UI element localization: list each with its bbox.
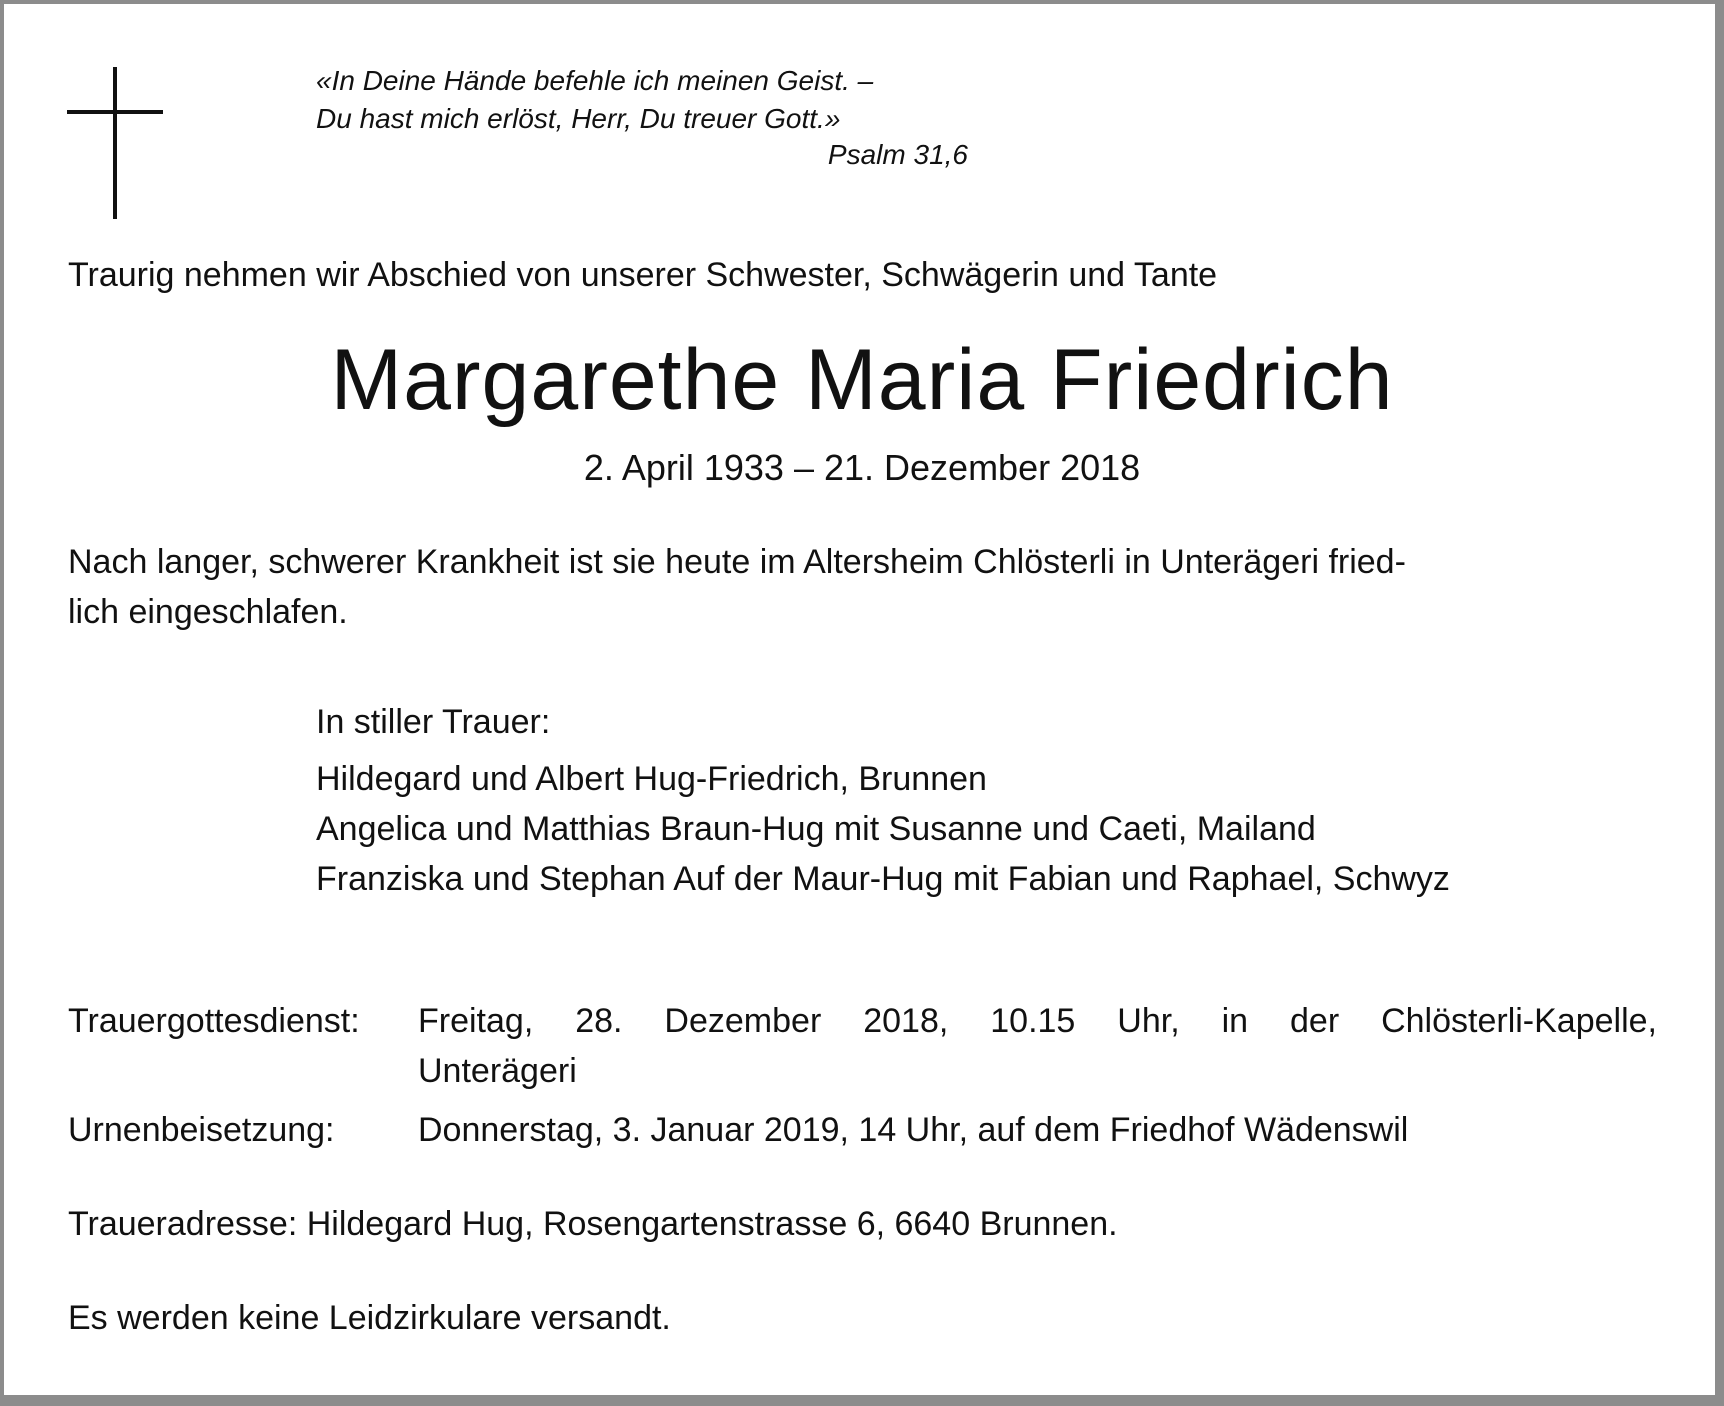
notice-line-2: lich eingeschlafen. xyxy=(68,593,348,631)
death-notice xyxy=(68,537,1668,637)
mourner-entry: Hildegard und Albert Hug-Friedrich, Brunnen xyxy=(316,760,987,798)
life-dates: 2. April 1933 – 21. Dezember 2018 xyxy=(583,447,1141,488)
funeral-service-details: Freitag, 28. Dezember 2018, 10.15 Uhr, in der Chlösterli-Kapelle, xyxy=(418,1002,1657,1040)
bible-quote xyxy=(316,62,873,138)
mourner-entry: Angelica und Matthias Braun-Hug mit Susanne und Caeti, Mailand xyxy=(316,810,1316,848)
quote-line-1: «In Deine Hände befehle ich meinen Geist. – xyxy=(316,65,874,96)
deceased-name: Margarethe Maria Friedrich xyxy=(330,332,1394,428)
mourning-address: Traueradresse: Hildegard Hug, Rosengartenstrasse 6, 6640 Brunnen. xyxy=(68,1205,1118,1243)
funeral-service-label: Trauergottesdienst: xyxy=(68,1002,360,1040)
funeral-service-location: Unterägeri xyxy=(418,1052,577,1090)
urn-burial-details: Donnerstag, 3. Januar 2019, 14 Uhr, auf dem Friedhof Wädenswil xyxy=(418,1111,1409,1149)
mourner-entry: Franziska und Stephan Auf der Maur-Hug mit Fabian und Raphael, Schwyz xyxy=(316,860,1450,898)
mourners-list xyxy=(316,754,1450,904)
cross-horizontal-bar xyxy=(67,110,163,114)
intro-text: Traurig nehmen wir Abschied von unserer Schwester, Schwägerin und Tante xyxy=(68,256,1218,294)
closing-note: Es werden keine Leidzirkulare versandt. xyxy=(68,1299,671,1337)
mourners-label: In stiller Trauer: xyxy=(316,703,551,741)
notice-line-1: Nach langer, schwerer Krankheit ist sie heute im Altersheim Chlösterli in Unterägeri fried- xyxy=(68,543,1406,581)
quote-line-2: Du hast mich erlöst, Herr, Du treuer Gott.» xyxy=(316,103,841,134)
urn-burial-label: Urnenbeisetzung: xyxy=(68,1111,335,1149)
quote-reference: Psalm 31,6 xyxy=(827,139,968,170)
